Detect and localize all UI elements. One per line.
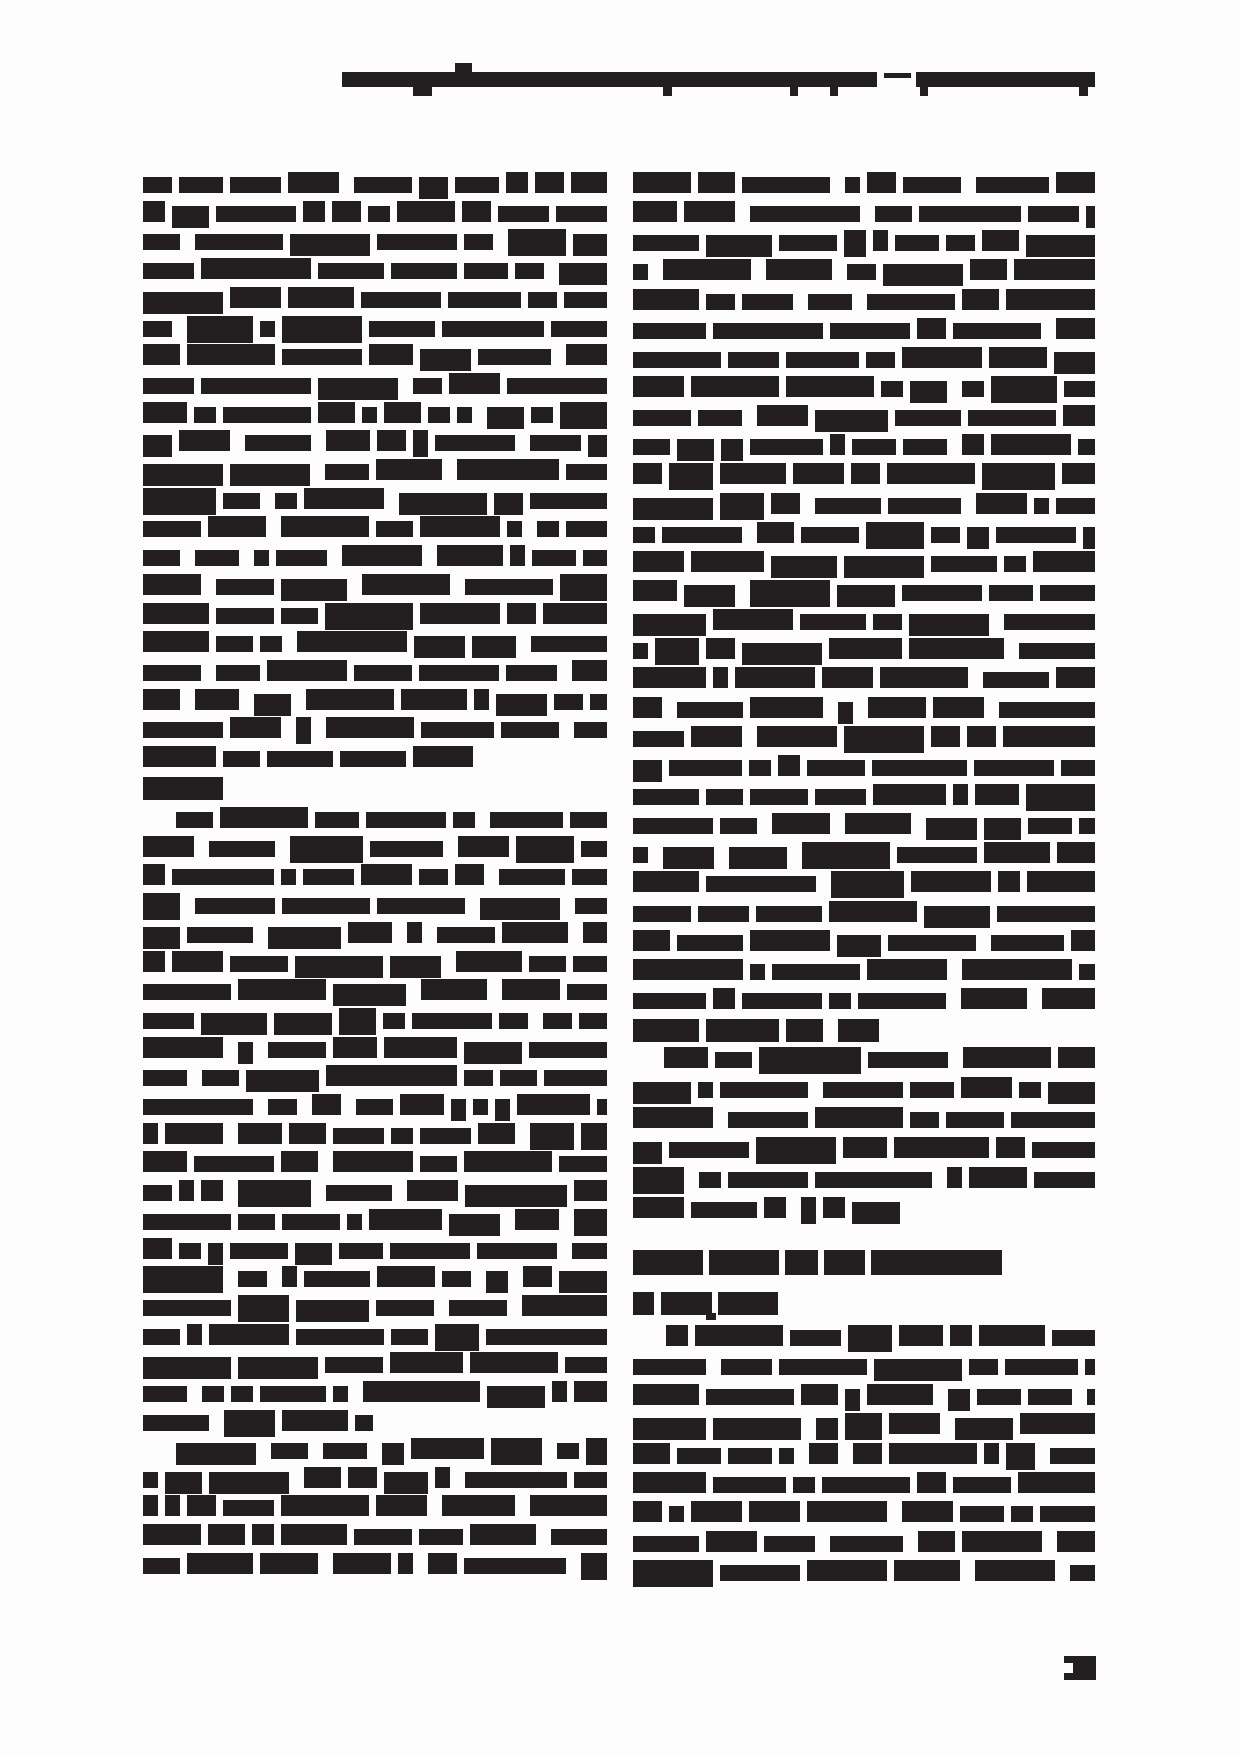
page-number-notch [1064, 1663, 1073, 1673]
